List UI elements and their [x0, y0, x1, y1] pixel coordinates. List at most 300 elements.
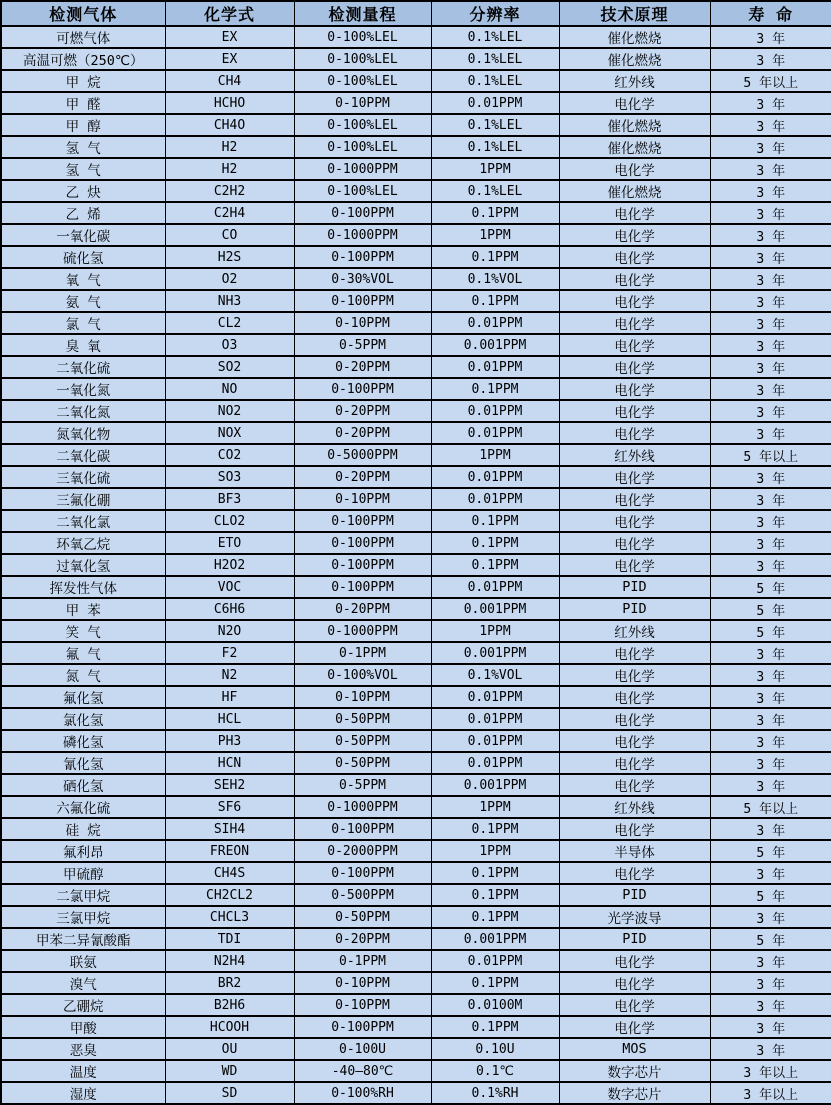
table-cell: 5 年以上 [710, 70, 831, 92]
table-cell: 0.001PPM [431, 642, 559, 664]
table-cell: 3 年 [710, 730, 831, 752]
table-cell: 0-100PPM [294, 202, 431, 224]
table-cell: BR2 [165, 972, 294, 994]
table-cell: 0.1%LEL [431, 70, 559, 92]
table-cell: 氢 气 [1, 136, 165, 158]
table-cell: NO2 [165, 400, 294, 422]
table-cell: 电化学 [559, 422, 710, 444]
table-cell: 5 年 [710, 576, 831, 598]
table-cell: 0-10PPM [294, 92, 431, 114]
table-cell: 0-20PPM [294, 598, 431, 620]
table-cell: 0-100%LEL [294, 70, 431, 92]
table-row [1, 48, 831, 70]
table-row [1, 796, 831, 818]
table-row [1, 730, 831, 752]
table-cell: 电化学 [559, 312, 710, 334]
table-cell: 3 年 [710, 312, 831, 334]
table-row [1, 642, 831, 664]
table-cell: 3 年 [710, 48, 831, 70]
table-cell: HCOOH [165, 1016, 294, 1038]
table-cell: 0-10PPM [294, 488, 431, 510]
table-cell: 硅 烷 [1, 818, 165, 840]
table-cell: 3 年 [710, 994, 831, 1016]
table-cell: 0.1PPM [431, 1016, 559, 1038]
table-cell: 0-50PPM [294, 730, 431, 752]
table-cell: HCHO [165, 92, 294, 114]
table-cell: 电化学 [559, 158, 710, 180]
table-cell: -40—80℃ [294, 1060, 431, 1082]
table-cell: 0.01PPM [431, 356, 559, 378]
table-cell: 可燃气体 [1, 26, 165, 48]
table-cell: 二氧化氮 [1, 400, 165, 422]
table-cell: 电化学 [559, 334, 710, 356]
table-cell: 电化学 [559, 730, 710, 752]
table-cell: 3 年以上 [710, 1082, 831, 1104]
table-row [1, 554, 831, 576]
table-cell: 0-10PPM [294, 312, 431, 334]
table-cell: 0.1%LEL [431, 114, 559, 136]
table-cell: 0-100%VOL [294, 664, 431, 686]
table-cell: 0.01PPM [431, 422, 559, 444]
table-cell: 氮 气 [1, 664, 165, 686]
table-cell: SO2 [165, 356, 294, 378]
table-cell: 3 年 [710, 1038, 831, 1060]
table-cell: 0.01PPM [431, 488, 559, 510]
table-cell: 3 年 [710, 1016, 831, 1038]
table-row [1, 708, 831, 730]
table-cell: 红外线 [559, 70, 710, 92]
table-cell: 电化学 [559, 290, 710, 312]
table-cell: 电化学 [559, 92, 710, 114]
table-cell: 0.001PPM [431, 774, 559, 796]
table-cell: 六氟化硫 [1, 796, 165, 818]
table-cell: 0.001PPM [431, 334, 559, 356]
table-cell: HCL [165, 708, 294, 730]
table-cell: CL2 [165, 312, 294, 334]
table-row [1, 488, 831, 510]
header-cell-gas-name: 检测气体 [1, 1, 165, 26]
table-cell: 半导体 [559, 840, 710, 862]
table-cell: NH3 [165, 290, 294, 312]
table-cell: 0-100PPM [294, 532, 431, 554]
table-cell: 溴气 [1, 972, 165, 994]
table-cell: 3 年 [710, 356, 831, 378]
table-cell: 电化学 [559, 686, 710, 708]
table-cell: 3 年 [710, 92, 831, 114]
table-cell: 3 年 [710, 532, 831, 554]
table-cell: 5 年 [710, 840, 831, 862]
table-cell: 数字芯片 [559, 1060, 710, 1082]
table-cell: 0-20PPM [294, 928, 431, 950]
table-row [1, 1038, 831, 1060]
table-cell: 0-5000PPM [294, 444, 431, 466]
table-cell: 甲 苯 [1, 598, 165, 620]
table-cell: 3 年 [710, 752, 831, 774]
table-cell: 0-1000PPM [294, 224, 431, 246]
table-cell: 0.1PPM [431, 554, 559, 576]
table-row [1, 422, 831, 444]
table-cell: C2H4 [165, 202, 294, 224]
table-row [1, 1016, 831, 1038]
table-cell: 3 年 [710, 422, 831, 444]
table-cell: 1PPM [431, 840, 559, 862]
table-cell: TDI [165, 928, 294, 950]
table-cell: 电化学 [559, 202, 710, 224]
table-cell: SIH4 [165, 818, 294, 840]
table-cell: 3 年 [710, 246, 831, 268]
table-row [1, 114, 831, 136]
table-cell: 催化燃烧 [559, 180, 710, 202]
table-row [1, 400, 831, 422]
table-cell: 0-10PPM [294, 994, 431, 1016]
table-cell: VOC [165, 576, 294, 598]
table-cell: 催化燃烧 [559, 48, 710, 70]
table-row [1, 466, 831, 488]
table-cell: 3 年 [710, 158, 831, 180]
table-cell: 电化学 [559, 400, 710, 422]
table-cell: 电化学 [559, 642, 710, 664]
table-cell: 0-100PPM [294, 862, 431, 884]
table-cell: 电化学 [559, 378, 710, 400]
table-cell: 氟利昂 [1, 840, 165, 862]
table-cell: 3 年 [710, 708, 831, 730]
table-cell: 电化学 [559, 752, 710, 774]
table-cell: CH2CL2 [165, 884, 294, 906]
table-cell: 电化学 [559, 224, 710, 246]
table-cell: SEH2 [165, 774, 294, 796]
table-cell: 电化学 [559, 774, 710, 796]
table-cell: H2 [165, 136, 294, 158]
table-cell: 3 年 [710, 202, 831, 224]
table-cell: 催化燃烧 [559, 114, 710, 136]
table-cell: C6H6 [165, 598, 294, 620]
table-cell: 0-50PPM [294, 752, 431, 774]
table-cell: 0.01PPM [431, 950, 559, 972]
table-cell: 催化燃烧 [559, 136, 710, 158]
table-cell: 0.01PPM [431, 466, 559, 488]
table-cell: 二氧化氯 [1, 510, 165, 532]
table-cell: N2O [165, 620, 294, 642]
table-cell: 光学波导 [559, 906, 710, 928]
table-cell: 三氧化硫 [1, 466, 165, 488]
table-cell: 乙 烯 [1, 202, 165, 224]
table-cell: 0.1PPM [431, 510, 559, 532]
table-cell: 0-50PPM [294, 906, 431, 928]
table-row [1, 664, 831, 686]
table-cell: 0.1%LEL [431, 26, 559, 48]
header-cell-resolution: 分辨率 [431, 1, 559, 26]
table-cell: 0.01PPM [431, 686, 559, 708]
table-row [1, 1060, 831, 1082]
table-cell: MOS [559, 1038, 710, 1060]
table-row [1, 70, 831, 92]
table-cell: EX [165, 48, 294, 70]
table-cell: 联氨 [1, 950, 165, 972]
table-row [1, 356, 831, 378]
table-cell: 3 年 [710, 906, 831, 928]
table-cell: H2O2 [165, 554, 294, 576]
table-cell: 0-20PPM [294, 400, 431, 422]
table-cell: 挥发性气体 [1, 576, 165, 598]
table-row [1, 290, 831, 312]
header-cell-chemical-formula: 化学式 [165, 1, 294, 26]
table-cell: 氯 气 [1, 312, 165, 334]
table-cell: 电化学 [559, 972, 710, 994]
table-cell: 氢 气 [1, 158, 165, 180]
table-cell: 0-100%LEL [294, 26, 431, 48]
table-row [1, 224, 831, 246]
table-row [1, 818, 831, 840]
table-row [1, 92, 831, 114]
table-cell: 0-100PPM [294, 554, 431, 576]
table-cell: 电化学 [559, 488, 710, 510]
table-row [1, 972, 831, 994]
table-cell: 0-100%LEL [294, 114, 431, 136]
table-cell: 3 年 [710, 862, 831, 884]
table-row [1, 532, 831, 554]
table-cell: NOX [165, 422, 294, 444]
table-row [1, 994, 831, 1016]
table-cell: 二氧化硫 [1, 356, 165, 378]
table-cell: 5 年以上 [710, 796, 831, 818]
table-cell: 氟化氢 [1, 686, 165, 708]
table-cell: 0-100%LEL [294, 48, 431, 70]
table-cell: 0-100%LEL [294, 180, 431, 202]
table-cell: 0.1PPM [431, 246, 559, 268]
table-cell: 3 年 [710, 378, 831, 400]
table-cell: 3 年 [710, 400, 831, 422]
table-cell: 0.01PPM [431, 708, 559, 730]
table-cell: 甲苯二异氰酸酯 [1, 928, 165, 950]
table-cell: 0.01PPM [431, 92, 559, 114]
table-cell: 高温可燃（250℃） [1, 48, 165, 70]
table-cell: 5 年以上 [710, 444, 831, 466]
table-cell: 0.001PPM [431, 598, 559, 620]
table-cell: 氟 气 [1, 642, 165, 664]
table-cell: 电化学 [559, 466, 710, 488]
table-cell: 3 年 [710, 554, 831, 576]
table-cell: 乙 炔 [1, 180, 165, 202]
table-cell: SD [165, 1082, 294, 1104]
table-cell: 0.1PPM [431, 202, 559, 224]
table-cell: 0-100U [294, 1038, 431, 1060]
table-cell: NO [165, 378, 294, 400]
table-cell: 3 年 [710, 972, 831, 994]
table-cell: 二氯甲烷 [1, 884, 165, 906]
table-row [1, 576, 831, 598]
table-cell: 0.1PPM [431, 378, 559, 400]
table-cell: 电化学 [559, 950, 710, 972]
table-cell: 0-100PPM [294, 246, 431, 268]
table-cell: 0.1PPM [431, 906, 559, 928]
table-cell: 0.001PPM [431, 928, 559, 950]
table-row [1, 334, 831, 356]
table-cell: 0-30%VOL [294, 268, 431, 290]
table-cell: 0.1PPM [431, 818, 559, 840]
table-cell: 氧 气 [1, 268, 165, 290]
table-row [1, 510, 831, 532]
table-cell: 0-20PPM [294, 422, 431, 444]
table-cell: 3 年以上 [710, 1060, 831, 1082]
table-cell: 红外线 [559, 796, 710, 818]
table-cell: F2 [165, 642, 294, 664]
table-cell: 二氧化碳 [1, 444, 165, 466]
table-cell: 电化学 [559, 356, 710, 378]
table-cell: PID [559, 576, 710, 598]
table-cell: 0-5PPM [294, 774, 431, 796]
table-cell: EX [165, 26, 294, 48]
table-cell: PID [559, 928, 710, 950]
table-cell: 电化学 [559, 818, 710, 840]
table-cell: 3 年 [710, 268, 831, 290]
table-row [1, 598, 831, 620]
table-cell: 0.1PPM [431, 884, 559, 906]
table-cell: 5 年 [710, 620, 831, 642]
table-cell: 0.1%LEL [431, 180, 559, 202]
table-row [1, 378, 831, 400]
table-cell: 氯化氢 [1, 708, 165, 730]
table-row [1, 752, 831, 774]
header-cell-lifespan: 寿 命 [710, 1, 831, 26]
table-row [1, 312, 831, 334]
table-cell: 3 年 [710, 950, 831, 972]
table-row [1, 246, 831, 268]
table-cell: 0-100PPM [294, 378, 431, 400]
table-cell: 0-1000PPM [294, 620, 431, 642]
table-row [1, 906, 831, 928]
table-cell: PID [559, 884, 710, 906]
table-cell: 0.1%LEL [431, 136, 559, 158]
table-cell: SF6 [165, 796, 294, 818]
table-cell: 3 年 [710, 774, 831, 796]
table-cell: 0-100%LEL [294, 136, 431, 158]
table-cell: 0-50PPM [294, 708, 431, 730]
table-cell: 0-500PPM [294, 884, 431, 906]
table-cell: 温度 [1, 1060, 165, 1082]
table-cell: 3 年 [710, 334, 831, 356]
table-cell: 甲硫醇 [1, 862, 165, 884]
table-cell: 电化学 [559, 554, 710, 576]
table-row [1, 884, 831, 906]
table-cell: 湿度 [1, 1082, 165, 1104]
table-cell: 0.01PPM [431, 576, 559, 598]
table-cell: 硫化氢 [1, 246, 165, 268]
header-cell-technology-principle: 技术原理 [559, 1, 710, 26]
table-cell: 臭 氧 [1, 334, 165, 356]
table-cell: 0.1PPM [431, 290, 559, 312]
table-cell: 一氧化碳 [1, 224, 165, 246]
table-cell: CO2 [165, 444, 294, 466]
table-cell: 3 年 [710, 664, 831, 686]
table-cell: SO3 [165, 466, 294, 488]
table-cell: BF3 [165, 488, 294, 510]
table-cell: 数字芯片 [559, 1082, 710, 1104]
table-cell: 0.0100M [431, 994, 559, 1016]
table-cell: 电化学 [559, 510, 710, 532]
table-cell: PID [559, 598, 710, 620]
table-cell: 0-20PPM [294, 356, 431, 378]
table-cell: CH4S [165, 862, 294, 884]
table-cell: 3 年 [710, 466, 831, 488]
header-cell-detection-range: 检测量程 [294, 1, 431, 26]
table-cell: C2H2 [165, 180, 294, 202]
table-cell: 电化学 [559, 532, 710, 554]
table-cell: 恶臭 [1, 1038, 165, 1060]
table-cell: 电化学 [559, 664, 710, 686]
table-cell: 电化学 [559, 268, 710, 290]
table-cell: 氮氧化物 [1, 422, 165, 444]
table-row [1, 928, 831, 950]
table-cell: 1PPM [431, 224, 559, 246]
table-cell: 三氟化硼 [1, 488, 165, 510]
table-cell: 0-1PPM [294, 642, 431, 664]
table-cell: 0.01PPM [431, 730, 559, 752]
table-row [1, 268, 831, 290]
table-row [1, 158, 831, 180]
table-cell: 3 年 [710, 488, 831, 510]
table-cell: 0-2000PPM [294, 840, 431, 862]
table-cell: 0.1PPM [431, 972, 559, 994]
table-row [1, 26, 831, 48]
table-cell: 1PPM [431, 158, 559, 180]
table-cell: 0.10U [431, 1038, 559, 1060]
table-cell: 0-100PPM [294, 290, 431, 312]
table-cell: 电化学 [559, 1016, 710, 1038]
table-cell: 3 年 [710, 26, 831, 48]
table-cell: H2S [165, 246, 294, 268]
table-cell: ETO [165, 532, 294, 554]
table-row [1, 1082, 831, 1104]
table-row [1, 950, 831, 972]
table-cell: 5 年 [710, 598, 831, 620]
table-cell: 1PPM [431, 620, 559, 642]
table-cell: CLO2 [165, 510, 294, 532]
table-cell: 3 年 [710, 510, 831, 532]
table-cell: 0.1%VOL [431, 268, 559, 290]
table-cell: 氰化氢 [1, 752, 165, 774]
table-cell: 硒化氢 [1, 774, 165, 796]
table-cell: 电化学 [559, 994, 710, 1016]
table-cell: 电化学 [559, 708, 710, 730]
table-cell: 0.1PPM [431, 862, 559, 884]
table-cell: 0.1%VOL [431, 664, 559, 686]
table-cell: 过氧化氢 [1, 554, 165, 576]
table-cell: 0-1PPM [294, 950, 431, 972]
table-row [1, 202, 831, 224]
table-cell: 0-100PPM [294, 818, 431, 840]
table-cell: CHCL3 [165, 906, 294, 928]
table-cell: 0-20PPM [294, 466, 431, 488]
table-cell: 5 年 [710, 928, 831, 950]
table-row [1, 136, 831, 158]
table-cell: 三氯甲烷 [1, 906, 165, 928]
table-row [1, 686, 831, 708]
table-cell: N2H4 [165, 950, 294, 972]
table-cell: 0.1PPM [431, 532, 559, 554]
table-cell: 0-1000PPM [294, 158, 431, 180]
table-cell: 甲 醇 [1, 114, 165, 136]
table-cell: N2 [165, 664, 294, 686]
table-cell: 催化燃烧 [559, 26, 710, 48]
table-cell: 乙硼烷 [1, 994, 165, 1016]
table-cell: 0.1%RH [431, 1082, 559, 1104]
table-cell: 笑 气 [1, 620, 165, 642]
table-cell: HCN [165, 752, 294, 774]
table-cell: 氨 气 [1, 290, 165, 312]
table-cell: CO [165, 224, 294, 246]
table-cell: HF [165, 686, 294, 708]
table-cell: 0.1℃ [431, 1060, 559, 1082]
